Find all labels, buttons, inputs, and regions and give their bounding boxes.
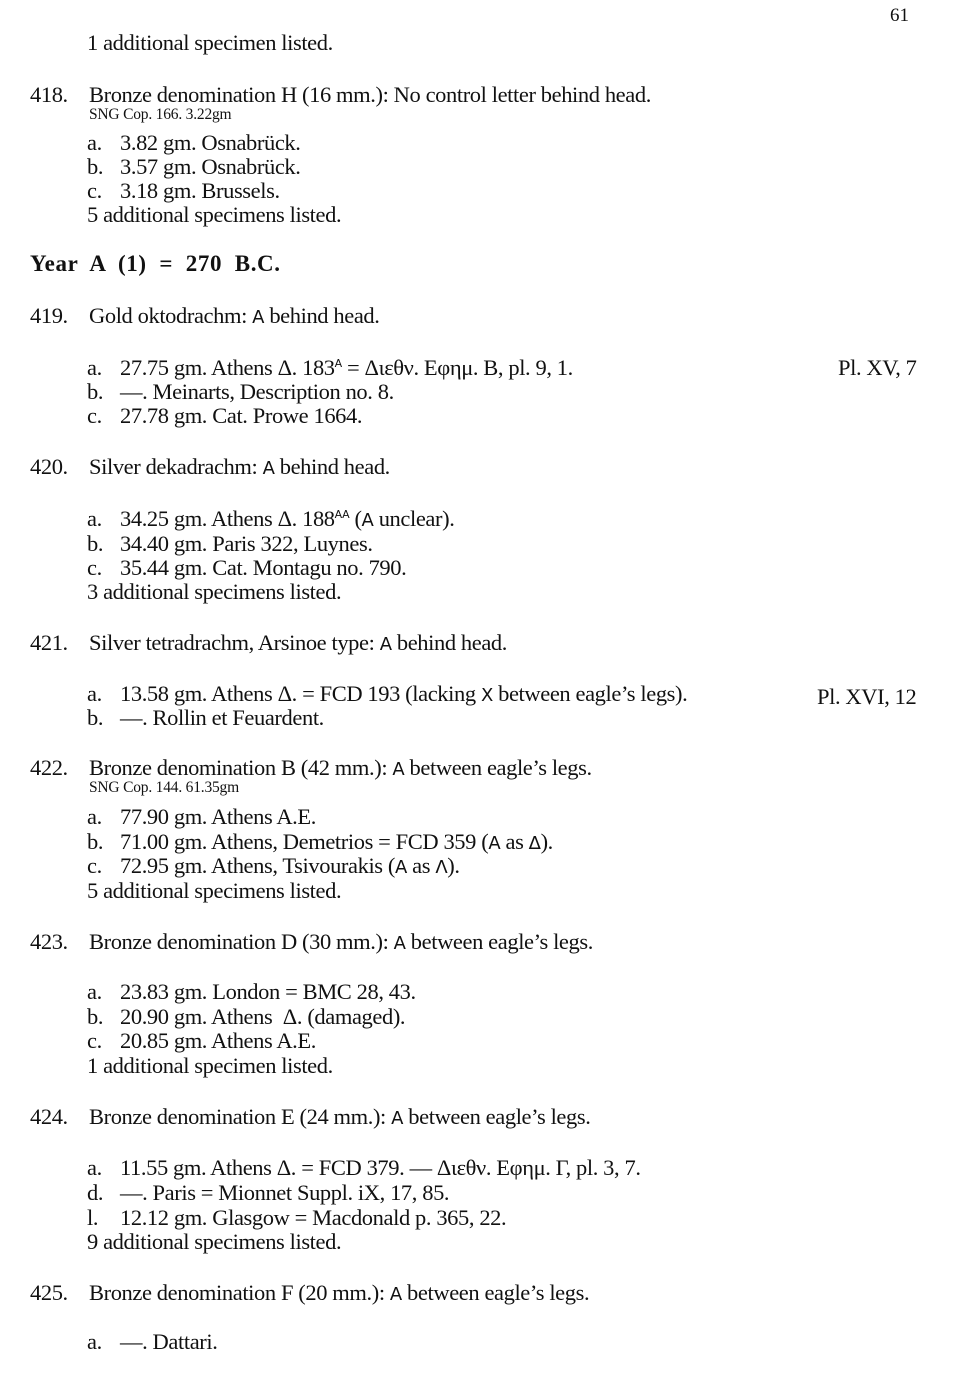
entry-418-reference: SNG Cop. 166. 3.22gm: [89, 106, 232, 123]
plate-reference: Pl. XVI, 12: [817, 684, 917, 709]
specimen-row: a. 77.90 gm. Athens A.E.: [87, 804, 316, 829]
additional-note: 1 additional specimen listed.: [87, 1053, 333, 1078]
year-heading: Year A (1) = 270 B.C.: [30, 251, 281, 276]
control-letter: A: [392, 759, 405, 780]
specimen-row: b. —. Meinarts, Description no. 8.: [87, 379, 394, 404]
control-letter: A: [389, 1284, 402, 1305]
specimen-row: c. 72.95 gm. Athens, Tsivourakis (A as Λ).: [87, 853, 460, 878]
additional-note: 5 additional specimens listed.: [87, 878, 342, 903]
additional-note: 9 additional specimens listed.: [87, 1229, 342, 1254]
specimen-row: a. —. Dattari.: [87, 1329, 218, 1354]
entry-422-title: 422. Bronze denomination B (42 mm.): A between eagle’s legs.: [30, 755, 592, 780]
entry-424-title: 424. Bronze denomination E (24 mm.): A between eagle’s legs.: [30, 1104, 591, 1129]
specimen-row: a. 34.25 gm. Athens Δ. $188^{AA}$ (A unclear).: [87, 506, 455, 531]
control-letter: A: [393, 933, 406, 954]
specimen-row: c. 35.44 gm. Cat. Montagu no. 790.: [87, 555, 407, 580]
entry-421-title: 421. Silver tetradrachm, Arsinoe type: A behind head.: [30, 630, 508, 655]
entry-number: 418.: [30, 82, 68, 107]
specimen-row: a. 23.83 gm. London = BMC 28, 43.: [87, 979, 416, 1004]
specimen-row: a. 27.75 gm. Athens Δ. $183^A = \Delta\iota\varepsilon\theta\nu$. Εφημ. B, pl. 9, 1.: [87, 355, 573, 380]
entry-title: Bronze denomination H (16 mm.): No control letter behind head.: [89, 82, 651, 107]
entry-419-title: 419. Gold oktodrachm: A behind head.: [30, 303, 380, 328]
control-letter: A: [262, 458, 275, 479]
specimen-row: b. 34.40 gm. Paris 322, Luynes.: [87, 531, 373, 556]
specimen-row: a. 13.58 gm. Athens Δ. = FCD 193 (lacking X between eagle’s legs).: [87, 681, 688, 706]
plate-reference: Pl. XV, 7: [838, 355, 917, 380]
specimen-row: b. 3.57 gm. Osnabrück.: [87, 154, 301, 179]
entry-418-title: [30, 82, 651, 108]
specimen-row: c. 20.85 gm. Athens A.E.: [87, 1028, 316, 1053]
control-letter: A: [391, 1108, 404, 1129]
entry-422-reference: SNG Cop. 144. 61.35gm: [89, 779, 239, 796]
specimen-row: l. 12.12 gm. Glasgow = Macdonald p. 365, 22.: [87, 1205, 507, 1230]
specimen-row: a. 3.82 gm. Osnabrück.: [87, 130, 301, 155]
additional-note: 1 additional specimen listed.: [87, 30, 333, 55]
specimen-row: c. 27.78 gm. Cat. Prowe 1664.: [87, 403, 363, 428]
control-letter: A: [379, 634, 392, 655]
specimen-row: b. 20.90 gm. Athens Δ. (damaged).: [87, 1004, 406, 1029]
entry-420-title: 420. Silver dekadrachm: A behind head.: [30, 454, 390, 479]
specimen-row: b. —. Rollin et Feuardent.: [87, 705, 324, 730]
entry-423-title: 423. Bronze denomination D (30 mm.): A between eagle’s legs.: [30, 929, 593, 954]
specimen-row: b. 71.00 gm. Athens, Demetrios = FCD 359 (A as Δ).: [87, 829, 553, 854]
page-number: 61: [890, 5, 909, 26]
entry-425-title: 425. Bronze denomination F (20 mm.): A between eagle’s legs.: [30, 1280, 590, 1305]
specimen-row: a. 11.55 gm. Athens Δ. = FCD 379. — Διεθν. Εφημ. Γ, pl. 3, 7.: [87, 1155, 641, 1180]
additional-note: 3 additional specimens listed.: [87, 579, 342, 604]
control-letter: A: [252, 307, 265, 328]
additional-note: 5 additional specimens listed.: [87, 202, 342, 227]
specimen-row: c. 3.18 gm. Brussels.: [87, 178, 280, 203]
specimen-row: d. —. Paris = Mionnet Suppl. iX, 17, 85.: [87, 1180, 450, 1205]
